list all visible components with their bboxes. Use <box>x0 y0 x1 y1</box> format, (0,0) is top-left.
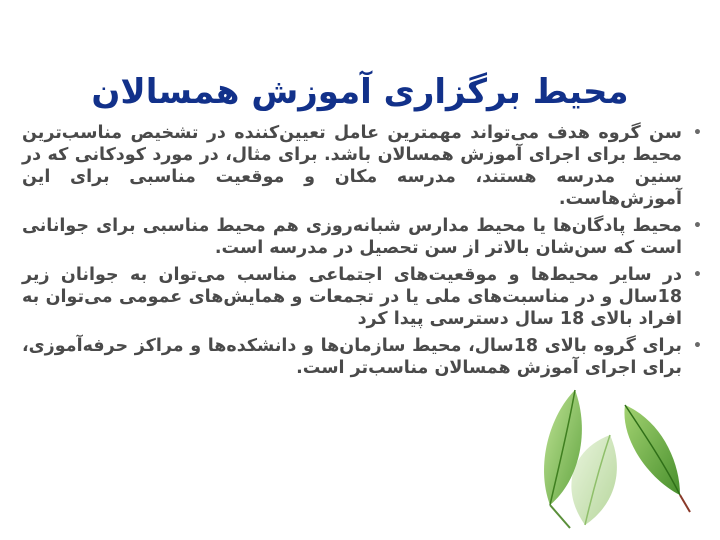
bullet-text: سن گروه هدف می‌تواند مهمترین عامل تعیین‌کننده در تشخیص مناسب‌ترین محیط برای اجرای آموزش همسالان باشد. برای مثال، در مورد کودکانی که در سنین مدرسه هستند، مدرسه مکان و موقعیت مناسبی برای این آموزش‌هاست. <box>22 123 682 209</box>
slide-title: محیط برگزاری آموزش همسالان <box>91 72 629 112</box>
bullet-item <box>22 122 708 210</box>
bullet-item <box>22 264 708 330</box>
bullet-text: برای گروه بالای 18سال، محیط سازمان‌ها و دانشکده‌ها و مراکز حرفه‌آموزی، برای اجرای آموزش همسالان مناسب‌تر است. <box>22 336 682 378</box>
bullet-list <box>22 122 708 384</box>
bullet-item <box>22 215 708 259</box>
bullet-item <box>22 335 708 379</box>
bullet-text: محیط پادگان‌ها یا محیط مدارس شبانه‌روزی هم محیط مناسبی برای جوانانی است که سن‌شان بالاتر از سن تحصیل در مدرسه است. <box>22 216 682 258</box>
green-leaves-icon <box>530 380 700 530</box>
bullet-marker: • <box>693 125 702 141</box>
bullet-marker: • <box>693 218 702 234</box>
bullet-marker: • <box>693 338 702 354</box>
leaf-shape <box>624 405 680 495</box>
bullet-marker: • <box>693 267 702 283</box>
bullet-text: در سایر محیط‌ها و موقعیت‌های اجتماعی مناسب می‌توان به جوانان زیر 18سال و در مناسبت‌های ملی یا در تجمعات و همایش‌های عمومی می‌توان به افراد بالای 18 سال دسترسی پیدا کرد <box>22 265 682 329</box>
